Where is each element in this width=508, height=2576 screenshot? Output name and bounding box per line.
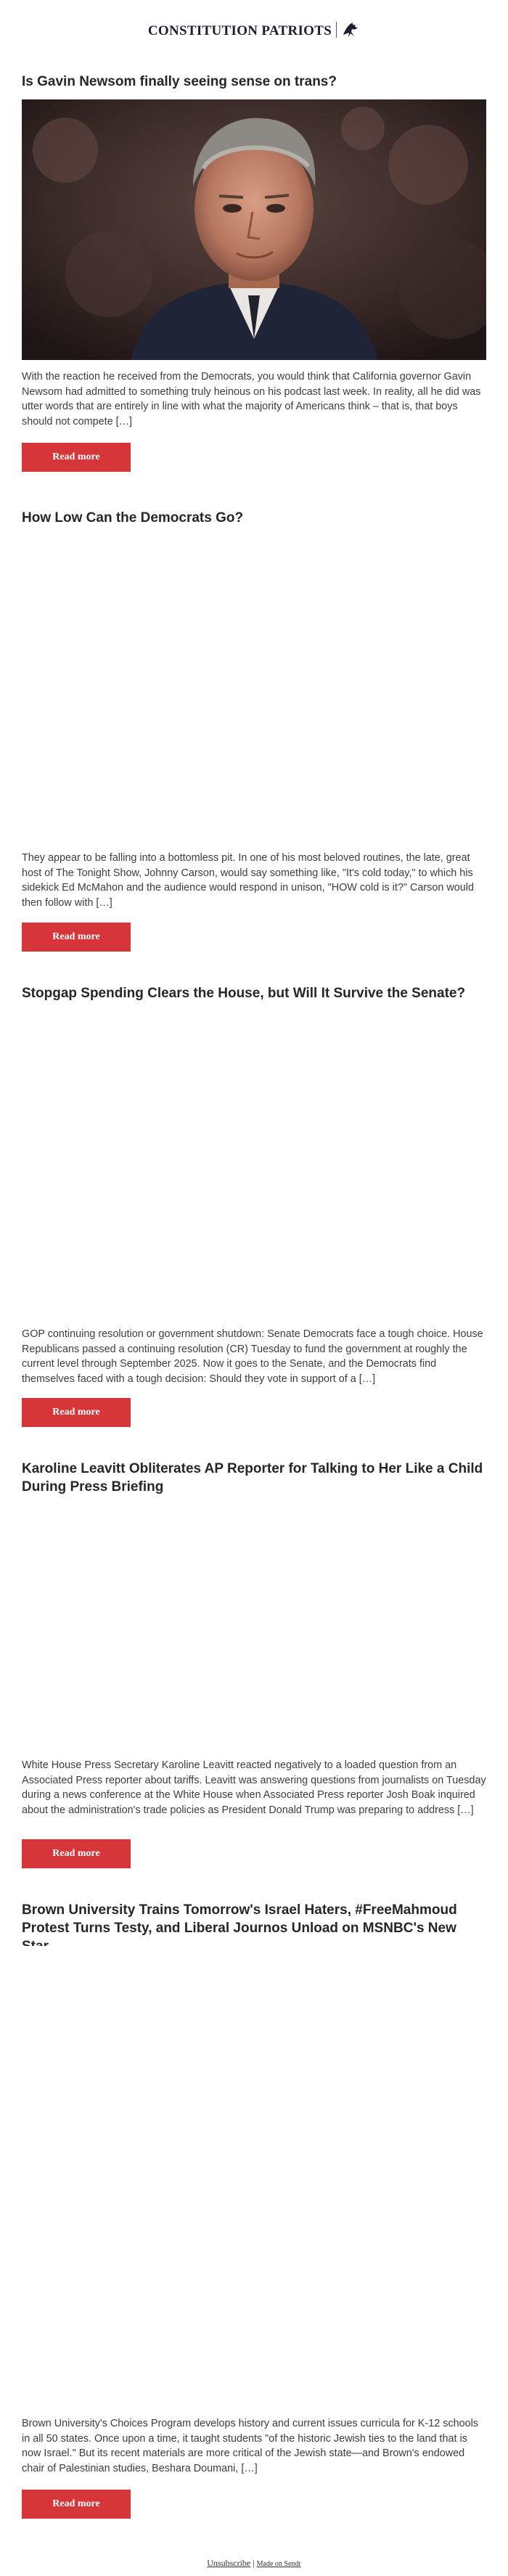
article-excerpt: They appear to be falling into a bottomless pit. In one of his most beloved routines, the late, great host of The Tonight Show, Johnny Carson, would say something like, "It's cold today," to which his sidekick Ed McMahon and the audience would respond in unison, "HOW cold is it?" Carson would then follow with […] xyxy=(22,852,474,909)
article-image[interactable] xyxy=(22,1011,486,1321)
article-excerpt: With the reaction he received from the Democrats, you would think that California governor Gavin Newsom had admitted to something truly heinous on his podcast last week. In reality, all he did was utter words that are entirely in line with what the majority of Americans think – that is, that boys should not compete […] xyxy=(22,371,481,428)
article-title[interactable]: Karoline Leavitt Obliterates AP Reporter for Talking to Her Like a Child During Press Briefing xyxy=(22,1461,483,1495)
header xyxy=(0,0,508,58)
article-image[interactable] xyxy=(22,1946,486,2409)
article-title[interactable]: How Low Can the Democrats Go? xyxy=(22,510,244,526)
article-excerpt: GOP continuing resolution or government shutdown: Senate Democrats face a tough choice. House Republicans passed a continuing resolution (CR) Tuesday to fund the government at roughly the current level through September 2025. Now it goes to the Senate, and the Democrats find themselves faced with a tough decision: Should they vote in support of a […] xyxy=(22,1328,483,1385)
read-more-button[interactable]: Read more xyxy=(22,1839,131,1868)
article-image[interactable] xyxy=(22,99,486,360)
read-more-button[interactable]: Read more xyxy=(22,443,131,472)
newsom-photo xyxy=(22,99,486,360)
article-3 xyxy=(22,984,486,1418)
unsubscribe-link[interactable]: Unsubscribe xyxy=(207,2558,251,2568)
article-title[interactable]: Stopgap Spending Clears the House, but Will It Survive the Senate? xyxy=(22,986,466,1001)
article-5 xyxy=(22,1901,486,2509)
article-1 xyxy=(22,73,486,462)
footer xyxy=(0,2558,508,2569)
article-excerpt: Brown University's Choices Program develops history and current issues curricula for K-12 schools in all 50 states. Once upon a time, it taught students "of the historic Jewish ties to the land that is now Israel." But its recent materials are more critical of the Jewish state—and Brown's endowed chair of Palestinian studies, Beshara Doumani, […] xyxy=(22,2418,478,2474)
eagle-icon xyxy=(341,20,360,39)
article-4 xyxy=(22,1460,486,1859)
read-more-button[interactable]: Read more xyxy=(22,923,131,952)
article-title[interactable]: Brown University Trains Tomorrow's Israel Haters, #FreeMahmoud Protest Turns Testy, and Liberal Journos Unload on MSNBC's New xyxy=(22,1902,457,1936)
article-excerpt: White House Press Secretary Karoline Leavitt reacted negatively to a loaded question from an Associated Press reporter about tariffs. Leavitt was answering questions from journalists on Tuesday during a news conference at the White House when Associated Press reporter Josh Boak inquired about the administration's trade policies as President Donald Trump was preparing to address […] xyxy=(22,1759,486,1816)
brand-logo[interactable] xyxy=(0,20,508,39)
article-title[interactable]: Is Gavin Newsom finally seeing sense on trans? xyxy=(22,74,337,89)
article-image[interactable] xyxy=(22,1505,486,1751)
made-with-link[interactable]: Made on Sendr xyxy=(256,2560,301,2568)
footer-separator: | xyxy=(253,2558,255,2568)
brand-name: CONSTITUTION PATRIOTS xyxy=(147,23,332,38)
read-more-button[interactable]: Read more xyxy=(22,2490,131,2519)
article-image[interactable] xyxy=(22,536,486,845)
read-more-button[interactable]: Read more xyxy=(22,1398,131,1427)
article-2 xyxy=(22,509,486,942)
logo-divider xyxy=(336,22,337,38)
